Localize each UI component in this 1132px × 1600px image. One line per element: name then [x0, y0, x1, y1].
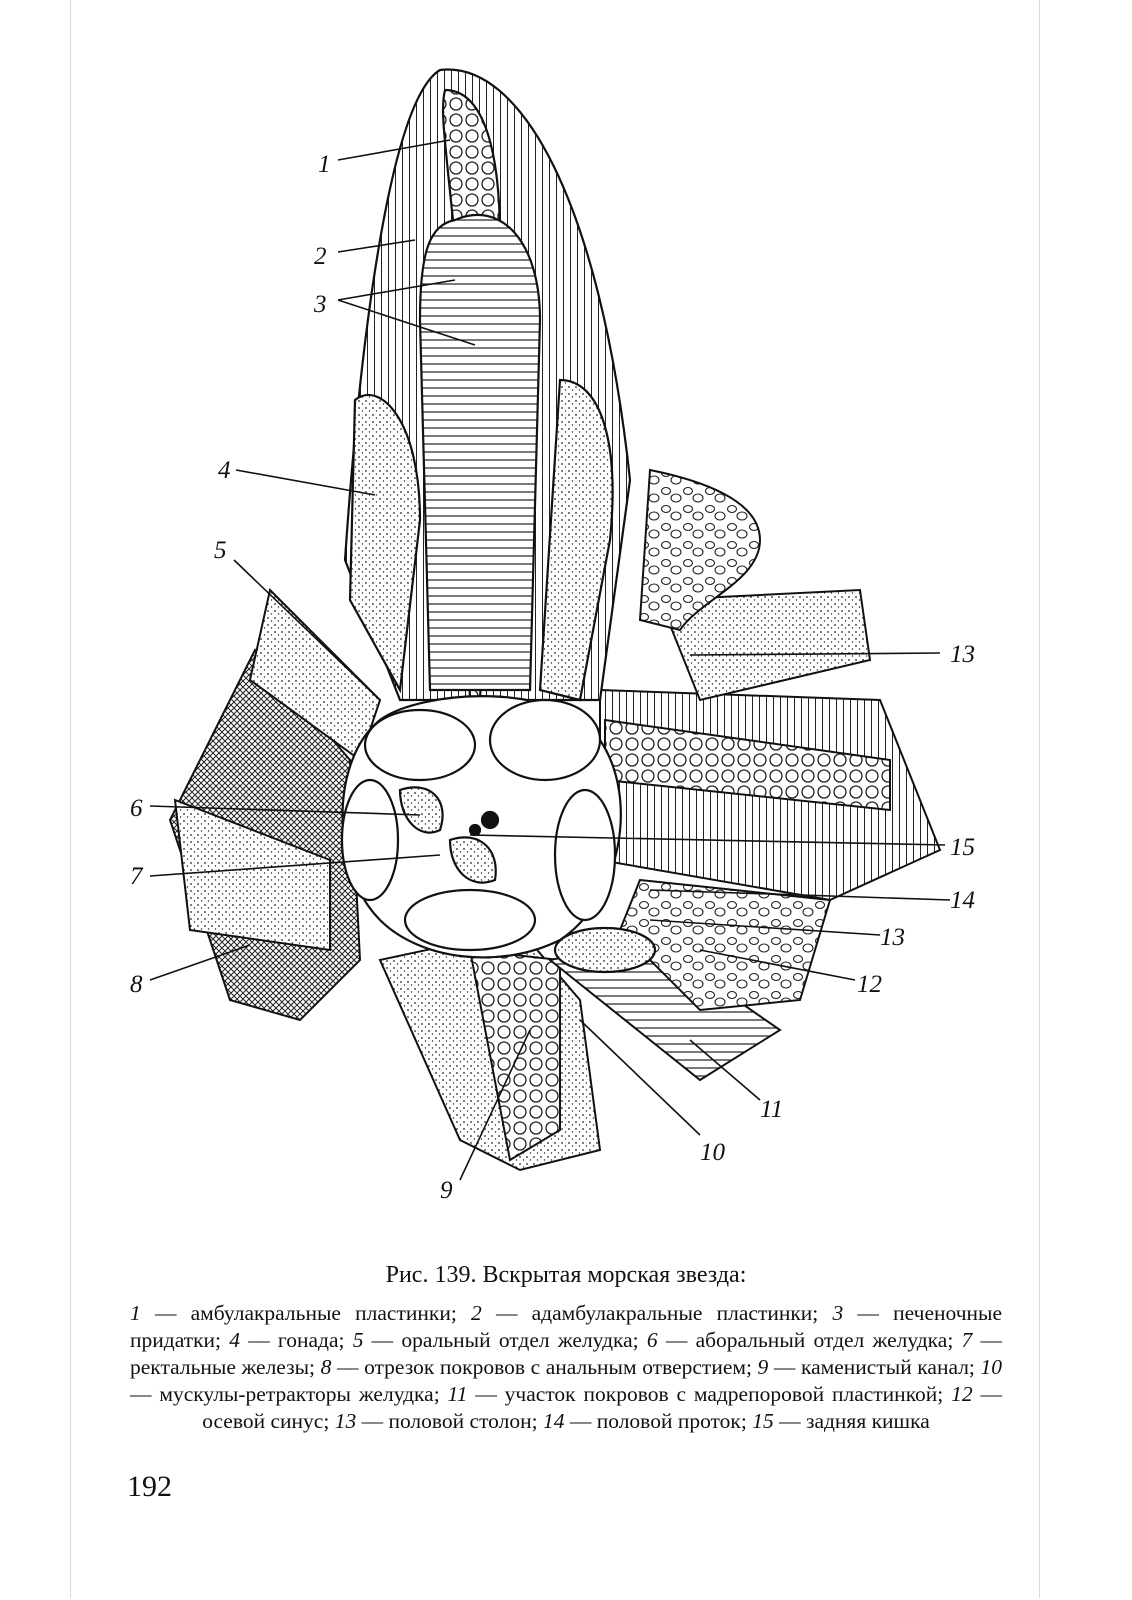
label-4: 4: [218, 457, 231, 484]
legend-item: 5 — оральный отдел желудка;: [352, 1328, 647, 1352]
label-10: 10: [700, 1139, 725, 1166]
label-12: 12: [857, 971, 882, 998]
legend-item: 3 — печеночные придатки;: [130, 1301, 1003, 1352]
label-8: 8: [130, 971, 143, 998]
label-7: 7: [130, 863, 143, 890]
legend-item: 11 — участок покровов с мадрепоровой пластинкой;: [447, 1382, 952, 1406]
label-3: 3: [314, 291, 327, 318]
label-15: 15: [950, 834, 975, 861]
label-9: 9: [440, 1177, 453, 1204]
label-13-lower: 13: [880, 924, 905, 951]
page-number: 192: [127, 1470, 172, 1503]
figure-caption-title: Рис. 139. Вскрытая морская звезда:: [385, 1262, 747, 1288]
label-1: 1: [318, 151, 331, 178]
legend-item: 2 — адамбулакральные пластинки;: [471, 1301, 833, 1325]
upper-arm: [345, 69, 630, 700]
legend-item: 10 — мускулы-ретракторы желудка;: [130, 1355, 1002, 1406]
label-11: 11: [760, 1096, 784, 1123]
legend-item: 9 — каменистый канал;: [757, 1355, 981, 1379]
legend-item: 4 — гонада;: [229, 1328, 353, 1352]
label-6: 6: [130, 795, 143, 822]
legend-item: 12 — осевой синус;: [202, 1382, 1002, 1433]
label-14: 14: [950, 887, 975, 914]
legend-item: 13 — половой столон;: [334, 1409, 543, 1433]
figure-caption-legend: [130, 1300, 1002, 1435]
legend-item: 6 — аборальный отдел желудка;: [646, 1328, 962, 1352]
label-5: 5: [214, 537, 227, 564]
label-13-upper: 13: [950, 641, 975, 668]
legend-item: 7 — ректальные железы;: [130, 1328, 1003, 1379]
legend-item: 15 — задняя кишка: [752, 1409, 930, 1433]
legend-item: 8 — отрезок покровов с анальным отверстием;: [320, 1355, 758, 1379]
legend-item: 1 — амбулакральные пластинки;: [130, 1301, 471, 1325]
label-2: 2: [314, 243, 327, 270]
legend-item: 14 — половой проток;: [542, 1409, 753, 1433]
